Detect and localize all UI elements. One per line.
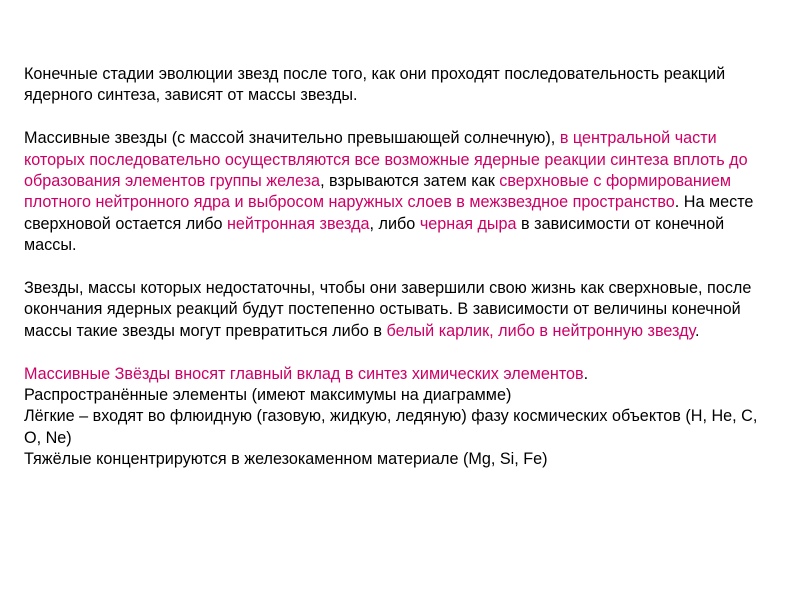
text-segment: , либо	[369, 214, 420, 233]
text-segment: .	[583, 364, 589, 383]
paragraph-chemical-synthesis	[24, 364, 776, 385]
paragraph-low-mass-stars	[24, 278, 776, 342]
text-segment: , взрываются затем как	[320, 172, 500, 191]
paragraph-massive-stars	[24, 128, 776, 256]
highlighted-text: черная дыра	[419, 214, 517, 233]
highlighted-text: в центральной части которых последовательно осуществляются все возможные ядерные реакции синтеза вплоть до образования элементов группы железа	[24, 129, 748, 191]
slide-text-body	[24, 64, 776, 471]
paragraph-common-elements	[24, 385, 776, 406]
text-segment: Конечные стадии эволюции звезд после того, как они проходят последовательность реакций ядерного синтеза, зависят от массы звезды.	[24, 65, 726, 105]
text-segment: Массивные звезды (с массой значительно превышающей солнечную),	[24, 129, 560, 148]
text-segment: Распространённые элементы (имеют максимумы на диаграмме)	[24, 386, 512, 405]
highlighted-text: Массивные Звёзды вносят главный вклад в синтез химических элементов	[24, 364, 584, 383]
text-segment: Звезды, массы которых недостаточны, чтобы они завершили свою жизнь как сверхновые, после окончания ядерных реакций будут постепенно остывать. В зависимости от величины конечной массы такие звезды могут превратиться либо в	[24, 279, 752, 340]
text-segment: Тяжёлые концентрируются в железокаменном материале (Mg, Si, Fe)	[24, 450, 548, 469]
highlighted-text: белый карлик, либо в нейтронную звезду	[386, 321, 696, 340]
text-segment: Лёгкие – входят во флюидную (газовую, жидкую, ледяную) фазу космических объектов (H, He, C, O, Ne)	[24, 407, 758, 447]
text-segment: . На месте сверхновой остается либо	[24, 193, 754, 233]
paragraph-heavy-elements	[24, 449, 776, 470]
highlighted-text: нейтронная звезда	[226, 214, 370, 233]
paragraph-intro	[24, 64, 776, 107]
highlighted-text: сверхновые с формированием плотного нейтронного ядра и выбросом наружных слоев в межзвездное пространство	[24, 172, 732, 212]
text-segment: .	[695, 321, 700, 340]
text-segment: в зависимости от конечной массы.	[24, 214, 725, 255]
paragraph-light-elements	[24, 406, 776, 449]
